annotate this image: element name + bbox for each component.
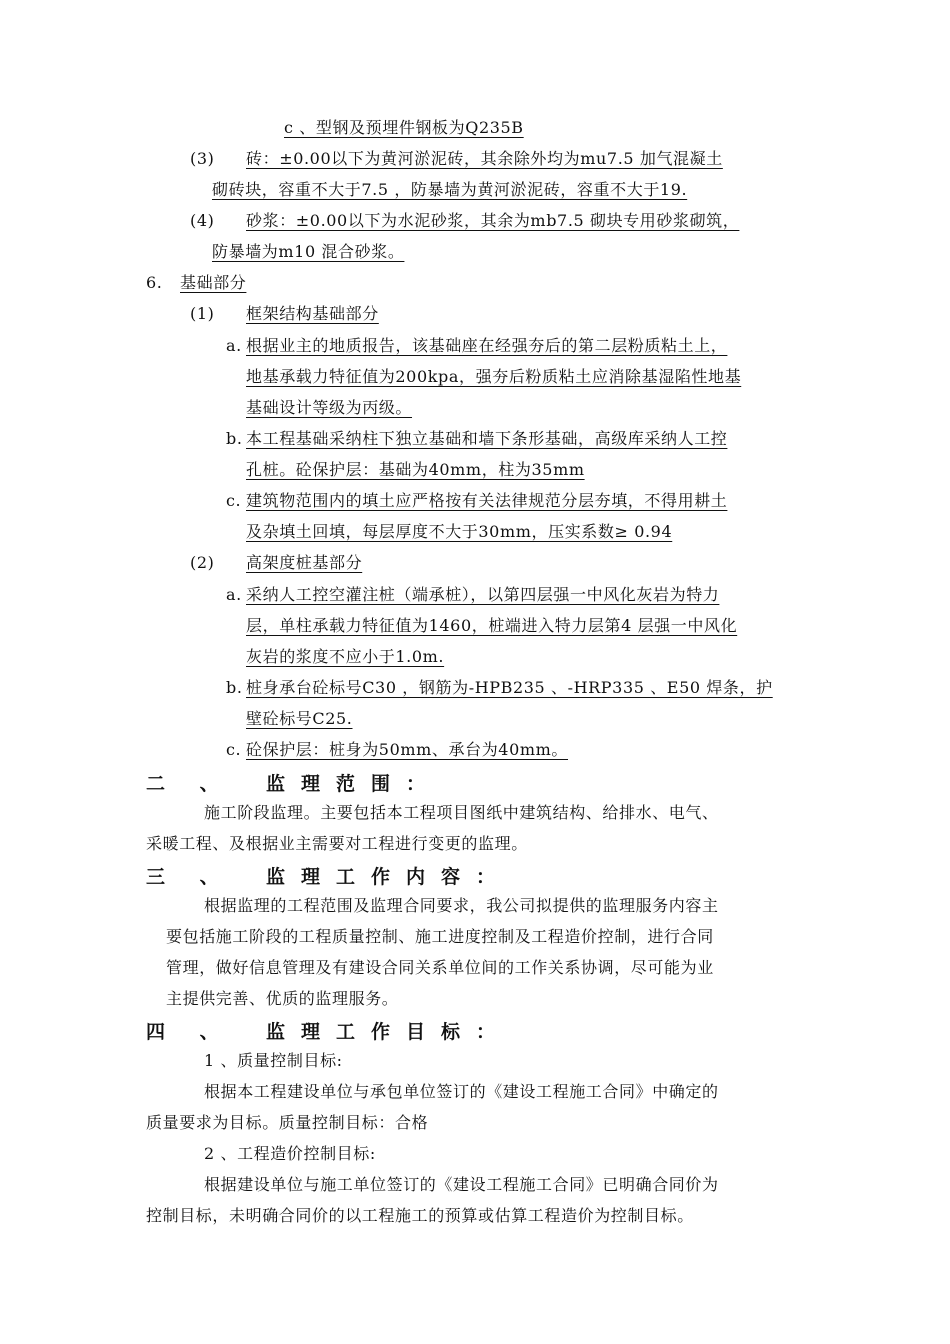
section-number: 二 、	[146, 773, 233, 795]
line-mortar-cont: 防暴墙为m10 混合砂浆。	[212, 242, 405, 261]
line-geology-cont: 基础设计等级为丙级。	[246, 398, 413, 417]
item-letter: a.	[226, 585, 242, 604]
paragraph-line: 主提供完善、优质的监理服务。	[166, 989, 399, 1008]
line-foundation-type: 本工程基础采纳柱下独立基础和墙下条形基础，高级库采纳人工控	[246, 429, 728, 448]
section-heading	[146, 864, 511, 890]
line-pile-concrete: 桩身承台砼标号C30 ，钢筋为-HPB235 、-HRP335 、E50 焊条，护	[246, 678, 773, 697]
section-number: 四 、	[146, 1021, 233, 1043]
line-brick: 砖：±0.00以下为黄河淤泥砖，其余除外均为mu7.5 加气混凝土	[246, 149, 723, 168]
heading-foundation: 基础部分	[180, 273, 247, 292]
item-number: (4)	[190, 211, 215, 230]
section-title: 监理工作目标：	[266, 1021, 512, 1043]
paragraph-line: 根据本工程建设单位与承包单位签订的《建设工程施工合同》中确定的	[204, 1082, 719, 1101]
item-letter: c.	[226, 491, 242, 510]
item-letter: a.	[226, 336, 242, 355]
line-steel: c 、型钢及预埋件钢板为Q235B	[284, 118, 524, 137]
line-backfill: 建筑物范围内的填土应严格按有关法律规范分层夯填，不得用耕土	[246, 491, 728, 510]
line-mortar: 砂浆：±0.00以下为水泥砂浆，其余为mb7.5 砌块专用砂浆砌筑，	[246, 211, 740, 230]
line-pile: 采纳人工控空灌注桩（端承桩），以第四层强一中风化灰岩为特力	[246, 585, 720, 604]
section-title: 监理范围：	[266, 773, 442, 795]
item-number: 6.	[146, 273, 163, 292]
heading-frame-foundation: 框架结构基础部分	[246, 304, 379, 323]
paragraph-line: 根据监理的工程范围及监理合同要求，我公司拟提供的监理服务内容主	[204, 896, 719, 915]
line-pile-cont: 层，单柱承载力特征值为1460，桩端进入特力层第4 层强一中风化	[246, 616, 738, 635]
subheading-quality: 1 、质量控制目标:	[204, 1051, 343, 1070]
item-letter: c.	[226, 740, 242, 759]
line-geology-cont: 地基承载力特征值为200kpa，强夯后粉质粘土应消除基湿陷性地基	[246, 367, 742, 386]
line-pile-cover: 砼保护层：桩身为50mm、承台为40mm。	[246, 740, 569, 759]
line-pile-concrete-cont: 壁砼标号C25.	[246, 709, 353, 728]
section-heading	[146, 1019, 511, 1045]
line-geology: 根据业主的地质报告，该基础座在经强夯后的第二层粉质粘土上，	[246, 336, 728, 355]
item-letter: b.	[226, 678, 243, 697]
section-number: 三 、	[146, 866, 233, 888]
paragraph-line: 质量要求为目标。质量控制目标：合格	[146, 1113, 429, 1132]
item-number: (1)	[190, 304, 215, 323]
item-number: (2)	[190, 553, 215, 572]
item-number: (3)	[190, 149, 215, 168]
paragraph-line: 采暖工程、及根据业主需要对工程进行变更的监理。	[146, 834, 528, 853]
paragraph-line: 管理，做好信息管理及有建设合同关系单位间的工作关系协调，尽可能为业	[166, 958, 714, 977]
line-backfill-cont: 及杂填土回填，每层厚度不大于30mm，压实系数≥ 0.94	[246, 522, 673, 541]
line-foundation-type-cont: 孔桩。砼保护层：基础为40mm，柱为35mm	[246, 460, 585, 479]
line-brick-cont: 砌砖块，容重不大于7.5 ，防暴墙为黄河淤泥砖，容重不大于19.	[212, 180, 688, 199]
heading-pile-foundation: 高架度桩基部分	[246, 553, 363, 572]
line-pile-cont: 灰岩的浆度不应小于1.0m.	[246, 647, 445, 666]
item-letter: b.	[226, 429, 243, 448]
paragraph-line: 控制目标，未明确合同价的以工程施工的预算或估算工程造价为控制目标。	[146, 1206, 694, 1225]
subheading-cost: 2 、工程造价控制目标:	[204, 1144, 376, 1163]
paragraph-line: 根据建设单位与施工单位签订的《建设工程施工合同》已明确合同价为	[204, 1175, 719, 1194]
paragraph-line: 施工阶段监理。主要包括本工程项目图纸中建筑结构、给排水、电气、	[204, 803, 719, 822]
section-title: 监理工作内容：	[266, 866, 512, 888]
section-heading	[146, 771, 441, 797]
paragraph-line: 要包括施工阶段的工程质量控制、施工进度控制及工程造价控制，进行合同	[166, 927, 714, 946]
